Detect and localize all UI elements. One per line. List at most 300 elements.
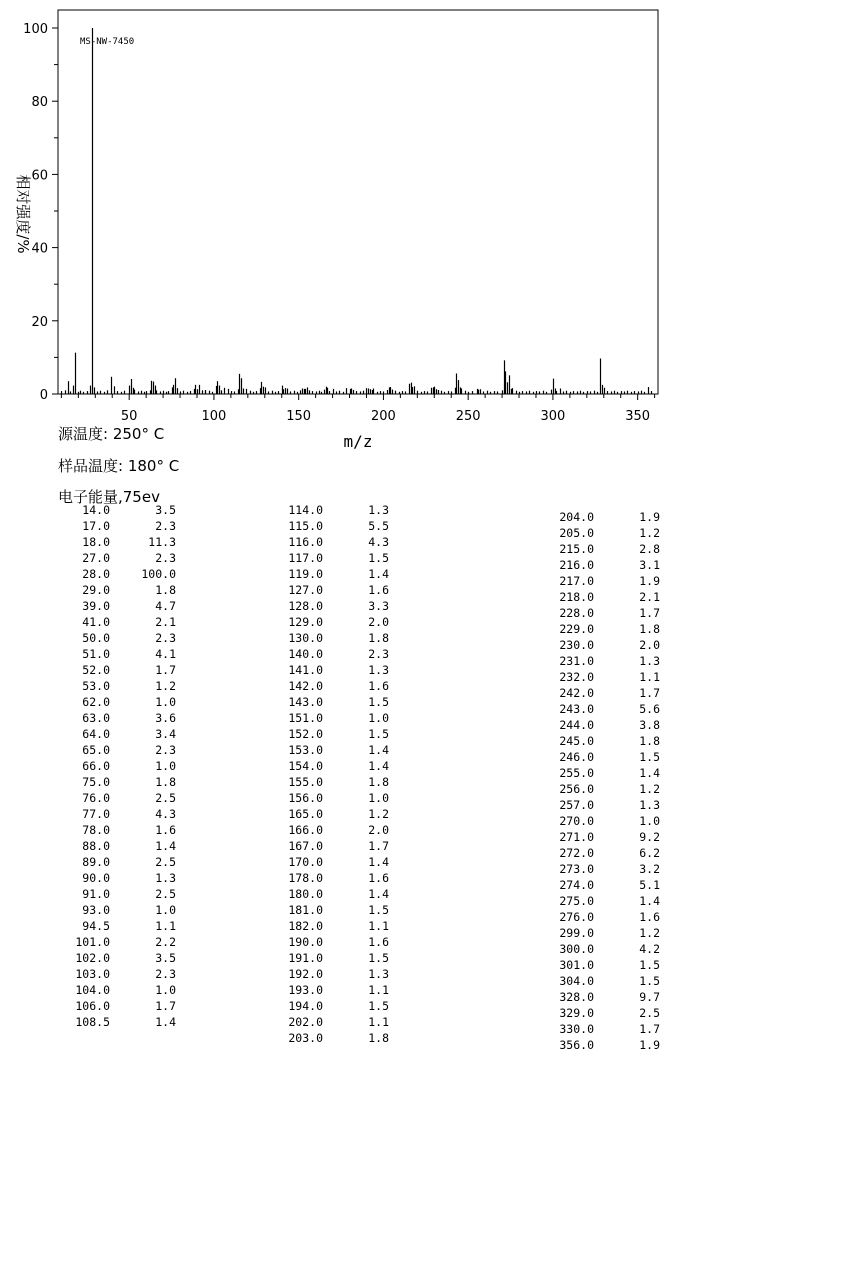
peak-abundance: 3.8 — [639, 718, 660, 732]
peak-abundance: 1.1 — [368, 983, 389, 997]
peak-abundance: 4.3 — [155, 807, 176, 821]
peak-mz: 114.0 — [288, 503, 323, 517]
peak-mz: 119.0 — [288, 567, 323, 581]
peak-table-row — [524, 749, 660, 765]
peak-mz: 180.0 — [288, 887, 323, 901]
peak-table-row — [253, 550, 389, 566]
peak-mz: 93.0 — [82, 903, 110, 917]
peak-mz: 27.0 — [82, 551, 110, 565]
peak-mz: 151.0 — [288, 711, 323, 725]
peak-mz: 130.0 — [288, 631, 323, 645]
peak-abundance: 1.1 — [155, 919, 176, 933]
peak-table-row — [253, 630, 389, 646]
peak-abundance: 1.9 — [639, 1038, 660, 1052]
peak-table-row — [253, 710, 389, 726]
peak-abundance: 2.5 — [155, 887, 176, 901]
peak-mz: 329.0 — [559, 1006, 594, 1020]
peak-abundance: 6.2 — [639, 846, 660, 860]
peak-table-row — [40, 774, 176, 790]
x-tick-label: 100 — [201, 409, 227, 424]
peak-mz: 356.0 — [559, 1038, 594, 1052]
peak-abundance: 2.1 — [155, 615, 176, 629]
peak-table-row — [524, 541, 660, 557]
peak-table-row — [524, 797, 660, 813]
peak-mz: 102.0 — [75, 951, 110, 965]
peak-table-row — [40, 790, 176, 806]
peak-table-row — [40, 726, 176, 742]
peak-table-row — [40, 822, 176, 838]
peak-mz: 53.0 — [82, 679, 110, 693]
peak-abundance: 4.1 — [155, 647, 176, 661]
peak-abundance: 1.8 — [639, 622, 660, 636]
plot-frame — [58, 10, 658, 394]
peak-table-row — [253, 646, 389, 662]
peak-abundance: 2.1 — [639, 590, 660, 604]
peak-mz: 232.0 — [559, 670, 594, 684]
peak-table-row — [253, 566, 389, 582]
peak-table-row — [253, 694, 389, 710]
peak-abundance: 1.2 — [639, 526, 660, 540]
peak-abundance: 2.2 — [155, 935, 176, 949]
x-tick-label: 150 — [286, 409, 312, 424]
peak-mz: 244.0 — [559, 718, 594, 732]
peak-mz: 108.5 — [75, 1015, 110, 1029]
peak-abundance: 5.5 — [368, 519, 389, 533]
peak-abundance: 1.0 — [155, 903, 176, 917]
peak-abundance: 1.8 — [155, 583, 176, 597]
peak-mz: 142.0 — [288, 679, 323, 693]
peak-mz: 191.0 — [288, 951, 323, 965]
peak-mz: 202.0 — [288, 1015, 323, 1029]
peak-mz: 103.0 — [75, 967, 110, 981]
peak-table-row — [253, 598, 389, 614]
peak-abundance: 9.7 — [639, 990, 660, 1004]
peak-abundance: 1.6 — [368, 871, 389, 885]
peak-abundance: 1.4 — [639, 766, 660, 780]
peak-table-row — [40, 950, 176, 966]
peak-abundance: 2.3 — [155, 519, 176, 533]
peak-abundance: 9.2 — [639, 830, 660, 844]
peak-mz: 154.0 — [288, 759, 323, 773]
peak-table-row — [40, 518, 176, 534]
peak-mz: 62.0 — [82, 695, 110, 709]
peak-mz: 229.0 — [559, 622, 594, 636]
peak-abundance: 4.3 — [368, 535, 389, 549]
peak-table-row — [253, 934, 389, 950]
peak-table-row — [40, 966, 176, 982]
peak-table-row — [524, 685, 660, 701]
peak-table-row — [253, 1014, 389, 1030]
peak-mz: 165.0 — [288, 807, 323, 821]
peak-abundance: 1.0 — [155, 695, 176, 709]
peak-mz: 140.0 — [288, 647, 323, 661]
peak-table-row — [40, 998, 176, 1014]
peak-mz: 257.0 — [559, 798, 594, 812]
peak-mz: 190.0 — [288, 935, 323, 949]
peak-mz: 94.5 — [82, 919, 110, 933]
peak-mz: 152.0 — [288, 727, 323, 741]
peak-abundance: 1.0 — [155, 759, 176, 773]
peak-table-row — [253, 614, 389, 630]
x-tick-labels — [121, 409, 650, 424]
peak-table-row — [524, 557, 660, 573]
y-tick-label: 60 — [31, 168, 48, 184]
peak-table-row — [524, 829, 660, 845]
peak-table-row — [40, 582, 176, 598]
peak-table-row — [253, 758, 389, 774]
peak-table-row — [524, 861, 660, 877]
peak-mz: 217.0 — [559, 574, 594, 588]
peak-mz: 17.0 — [82, 519, 110, 533]
peak-table-row — [40, 870, 176, 886]
peak-abundance: 1.5 — [368, 551, 389, 565]
peak-mz: 182.0 — [288, 919, 323, 933]
peak-mz: 50.0 — [82, 631, 110, 645]
peak-mz: 153.0 — [288, 743, 323, 757]
peak-abundance: 4.7 — [155, 599, 176, 613]
peak-table-row — [524, 1005, 660, 1021]
peak-mz: 215.0 — [559, 542, 594, 556]
peak-table-row — [524, 621, 660, 637]
peak-table-row — [253, 966, 389, 982]
peak-table-row — [40, 918, 176, 934]
peak-table-row — [524, 877, 660, 893]
peak-table-row — [253, 726, 389, 742]
peak-abundance: 1.8 — [368, 631, 389, 645]
peak-abundance: 1.7 — [368, 839, 389, 853]
peak-abundance: 1.4 — [368, 759, 389, 773]
peak-abundance: 1.6 — [155, 823, 176, 837]
peak-mz: 170.0 — [288, 855, 323, 869]
peak-abundance: 1.5 — [639, 974, 660, 988]
peak-abundance: 1.0 — [368, 791, 389, 805]
peak-abundance: 1.2 — [639, 926, 660, 940]
peak-table-row — [524, 957, 660, 973]
peak-table-row — [40, 742, 176, 758]
peak-table-row — [524, 653, 660, 669]
peak-mz: 155.0 — [288, 775, 323, 789]
peak-mz: 255.0 — [559, 766, 594, 780]
peak-mz: 193.0 — [288, 983, 323, 997]
peak-mz: 129.0 — [288, 615, 323, 629]
peak-mz: 242.0 — [559, 686, 594, 700]
peak-table-row — [524, 589, 660, 605]
peak-abundance: 2.0 — [368, 615, 389, 629]
peak-abundance: 3.5 — [155, 951, 176, 965]
peak-mz: 228.0 — [559, 606, 594, 620]
peak-table-row — [524, 765, 660, 781]
peak-table-row — [253, 678, 389, 694]
peak-table-row — [524, 733, 660, 749]
peak-abundance: 1.3 — [639, 798, 660, 812]
peak-table-row — [40, 710, 176, 726]
peak-table-row — [40, 886, 176, 902]
peak-table-row — [524, 701, 660, 717]
peak-abundance: 1.7 — [639, 606, 660, 620]
peak-table-row — [253, 902, 389, 918]
spectrum-peaks — [62, 28, 652, 394]
peak-mz: 270.0 — [559, 814, 594, 828]
peak-table-row — [253, 822, 389, 838]
peak-mz: 18.0 — [82, 535, 110, 549]
peak-abundance: 1.6 — [368, 679, 389, 693]
peak-abundance: 1.0 — [368, 711, 389, 725]
peak-table-row — [253, 774, 389, 790]
peak-abundance: 1.7 — [155, 663, 176, 677]
peak-abundance: 3.1 — [639, 558, 660, 572]
peak-mz: 64.0 — [82, 727, 110, 741]
peak-mz: 14.0 — [82, 503, 110, 517]
peak-abundance: 1.2 — [155, 679, 176, 693]
peak-mz: 39.0 — [82, 599, 110, 613]
x-axis-label: m/z — [343, 432, 373, 451]
peak-abundance: 5.1 — [639, 878, 660, 892]
peak-mz: 106.0 — [75, 999, 110, 1013]
peak-abundance: 1.4 — [639, 894, 660, 908]
y-tick-label: 100 — [23, 22, 48, 37]
peak-mz: 166.0 — [288, 823, 323, 837]
peak-table-row — [253, 886, 389, 902]
peak-table-row — [40, 534, 176, 550]
peak-mz: 256.0 — [559, 782, 594, 796]
peak-mz: 301.0 — [559, 958, 594, 972]
peak-abundance: 1.8 — [368, 1031, 389, 1045]
peak-abundance: 1.7 — [155, 999, 176, 1013]
peak-table-row — [40, 806, 176, 822]
peak-mz: 117.0 — [288, 551, 323, 565]
peak-abundance: 1.1 — [368, 919, 389, 933]
peak-table-row — [253, 870, 389, 886]
peak-table-row — [40, 854, 176, 870]
x-tick-label: 50 — [120, 409, 138, 424]
peak-abundance: 1.6 — [368, 935, 389, 949]
peak-abundance: 1.5 — [639, 750, 660, 764]
peak-mz: 272.0 — [559, 846, 594, 860]
peak-abundance: 1.7 — [639, 1022, 660, 1036]
peak-mz: 77.0 — [82, 807, 110, 821]
peak-abundance: 1.5 — [368, 999, 389, 1013]
peak-abundance: 2.8 — [639, 542, 660, 556]
peak-abundance: 1.8 — [368, 775, 389, 789]
peak-table-row — [524, 893, 660, 909]
peak-table-row — [40, 502, 176, 518]
peak-abundance: 5.6 — [639, 702, 660, 716]
peak-abundance: 3.4 — [155, 727, 176, 741]
peak-table-row — [40, 678, 176, 694]
peak-mz: 274.0 — [559, 878, 594, 892]
peak-mz: 76.0 — [82, 791, 110, 805]
peak-abundance: 3.5 — [155, 503, 176, 517]
peak-table-row — [40, 694, 176, 710]
peak-mz: 178.0 — [288, 871, 323, 885]
peak-mz: 328.0 — [559, 990, 594, 1004]
peak-mz: 276.0 — [559, 910, 594, 924]
peak-table-row — [253, 1030, 389, 1046]
peak-mz: 205.0 — [559, 526, 594, 540]
peak-mz: 116.0 — [288, 535, 323, 549]
spectrum-annotation: MS-NW-7450 — [80, 37, 135, 47]
peak-mz: 127.0 — [288, 583, 323, 597]
peak-abundance: 1.3 — [368, 663, 389, 677]
peak-abundance: 1.5 — [368, 903, 389, 917]
peak-mz: 78.0 — [82, 823, 110, 837]
peak-table-row — [40, 662, 176, 678]
peak-table-row — [253, 790, 389, 806]
peak-mz: 75.0 — [82, 775, 110, 789]
peak-mz: 243.0 — [559, 702, 594, 716]
peak-mz: 216.0 — [559, 558, 594, 572]
peak-abundance: 1.8 — [639, 734, 660, 748]
peak-abundance: 1.6 — [368, 583, 389, 597]
peak-mz: 192.0 — [288, 967, 323, 981]
peak-abundance: 2.3 — [155, 743, 176, 757]
mass-spectrum-chart — [0, 0, 850, 460]
peak-abundance: 1.4 — [368, 855, 389, 869]
peak-mz: 218.0 — [559, 590, 594, 604]
peak-mz: 66.0 — [82, 759, 110, 773]
peak-table-row — [40, 598, 176, 614]
peak-table-row — [253, 838, 389, 854]
peak-mz: 204.0 — [559, 510, 594, 524]
peak-table-row — [253, 534, 389, 550]
peak-mz: 91.0 — [82, 887, 110, 901]
electron-energy: 电子能量,75ev — [58, 488, 160, 506]
peak-table-row — [253, 982, 389, 998]
peak-abundance: 1.9 — [639, 510, 660, 524]
peak-mz: 203.0 — [288, 1031, 323, 1045]
peak-mz: 156.0 — [288, 791, 323, 805]
peak-table-row — [524, 573, 660, 589]
peak-mz: 52.0 — [82, 663, 110, 677]
sample-temperature: 样品温度: 180° C — [58, 457, 180, 475]
peak-abundance: 1.2 — [368, 807, 389, 821]
peak-table-row — [253, 582, 389, 598]
peak-abundance: 1.5 — [368, 727, 389, 741]
peak-abundance: 1.4 — [155, 839, 176, 853]
peak-mz: 115.0 — [288, 519, 323, 533]
peak-table-row — [524, 717, 660, 733]
y-tick-label: 40 — [31, 241, 48, 257]
x-tick-label: 200 — [371, 409, 396, 424]
peak-abundance: 2.3 — [155, 551, 176, 565]
peak-table-row — [524, 845, 660, 861]
peak-table-row — [40, 902, 176, 918]
peak-mz: 231.0 — [559, 654, 594, 668]
peak-abundance: 3.2 — [639, 862, 660, 876]
peak-abundance: 1.1 — [639, 670, 660, 684]
peak-table-row — [40, 1014, 176, 1030]
peak-mz: 245.0 — [559, 734, 594, 748]
peak-abundance: 1.5 — [368, 695, 389, 709]
peak-mz: 194.0 — [288, 999, 323, 1013]
peak-abundance: 1.7 — [639, 686, 660, 700]
peak-table-row — [40, 838, 176, 854]
peak-abundance: 1.0 — [155, 983, 176, 997]
peak-mz: 141.0 — [288, 663, 323, 677]
peak-table-row — [524, 781, 660, 797]
peak-mz: 128.0 — [288, 599, 323, 613]
peak-mz: 246.0 — [559, 750, 594, 764]
source-temperature: 源温度: 250° C — [58, 425, 165, 443]
peak-table-row — [40, 614, 176, 630]
peak-abundance: 1.4 — [155, 1015, 176, 1029]
peak-table-row — [524, 989, 660, 1005]
peak-abundance: 11.3 — [148, 535, 176, 549]
peak-table-row — [40, 630, 176, 646]
peak-table-row — [524, 525, 660, 541]
peak-abundance: 2.3 — [155, 631, 176, 645]
peak-abundance: 2.3 — [368, 647, 389, 661]
peak-abundance: 4.2 — [639, 942, 660, 956]
peak-abundance: 1.4 — [368, 887, 389, 901]
peak-table-row — [524, 509, 660, 525]
peak-abundance: 3.6 — [155, 711, 176, 725]
peak-mz: 299.0 — [559, 926, 594, 940]
y-tick-marks — [52, 28, 58, 394]
peak-mz: 51.0 — [82, 647, 110, 661]
peak-abundance: 1.1 — [368, 1015, 389, 1029]
peak-abundance: 1.5 — [368, 951, 389, 965]
peak-table-row — [253, 854, 389, 870]
peak-mz: 29.0 — [82, 583, 110, 597]
peak-abundance: 2.5 — [155, 791, 176, 805]
peak-abundance: 1.3 — [368, 967, 389, 981]
y-tick-label: 20 — [31, 314, 48, 330]
peak-table-row — [524, 941, 660, 957]
peak-abundance: 1.4 — [368, 743, 389, 757]
peak-mz: 104.0 — [75, 983, 110, 997]
peak-table-row — [253, 742, 389, 758]
peak-abundance: 2.5 — [639, 1006, 660, 1020]
peak-mz: 65.0 — [82, 743, 110, 757]
peak-mz: 300.0 — [559, 942, 594, 956]
peak-table-row — [524, 973, 660, 989]
peak-table-row — [40, 550, 176, 566]
peak-abundance: 1.9 — [639, 574, 660, 588]
peak-mz: 330.0 — [559, 1022, 594, 1036]
peak-abundance: 1.0 — [639, 814, 660, 828]
y-axis-label: 相对强度/% — [14, 174, 32, 254]
peak-table-row — [40, 934, 176, 950]
peak-table-row — [40, 982, 176, 998]
peak-mz: 167.0 — [288, 839, 323, 853]
peak-table-row — [40, 646, 176, 662]
peak-table-row — [253, 662, 389, 678]
peak-abundance: 1.6 — [639, 910, 660, 924]
peak-mz: 181.0 — [288, 903, 323, 917]
x-tick-label: 350 — [625, 409, 651, 424]
x-tick-label: 250 — [455, 409, 481, 424]
peak-mz: 90.0 — [82, 871, 110, 885]
peak-table-row — [253, 998, 389, 1014]
peak-mz: 101.0 — [75, 935, 110, 949]
peak-mz: 89.0 — [82, 855, 110, 869]
peak-abundance: 2.0 — [639, 638, 660, 652]
peak-mz: 304.0 — [559, 974, 594, 988]
peak-abundance: 1.2 — [639, 782, 660, 796]
peak-mz: 271.0 — [559, 830, 594, 844]
peak-table-row — [524, 1021, 660, 1037]
y-tick-label: 0 — [39, 388, 48, 403]
peak-abundance: 1.3 — [155, 871, 176, 885]
peak-table-row — [253, 950, 389, 966]
peak-table-row — [40, 566, 176, 582]
peak-table-row — [524, 813, 660, 829]
peak-abundance: 2.3 — [155, 967, 176, 981]
peak-table-row — [253, 518, 389, 534]
peak-table-row — [253, 502, 389, 518]
peak-table-row — [524, 637, 660, 653]
